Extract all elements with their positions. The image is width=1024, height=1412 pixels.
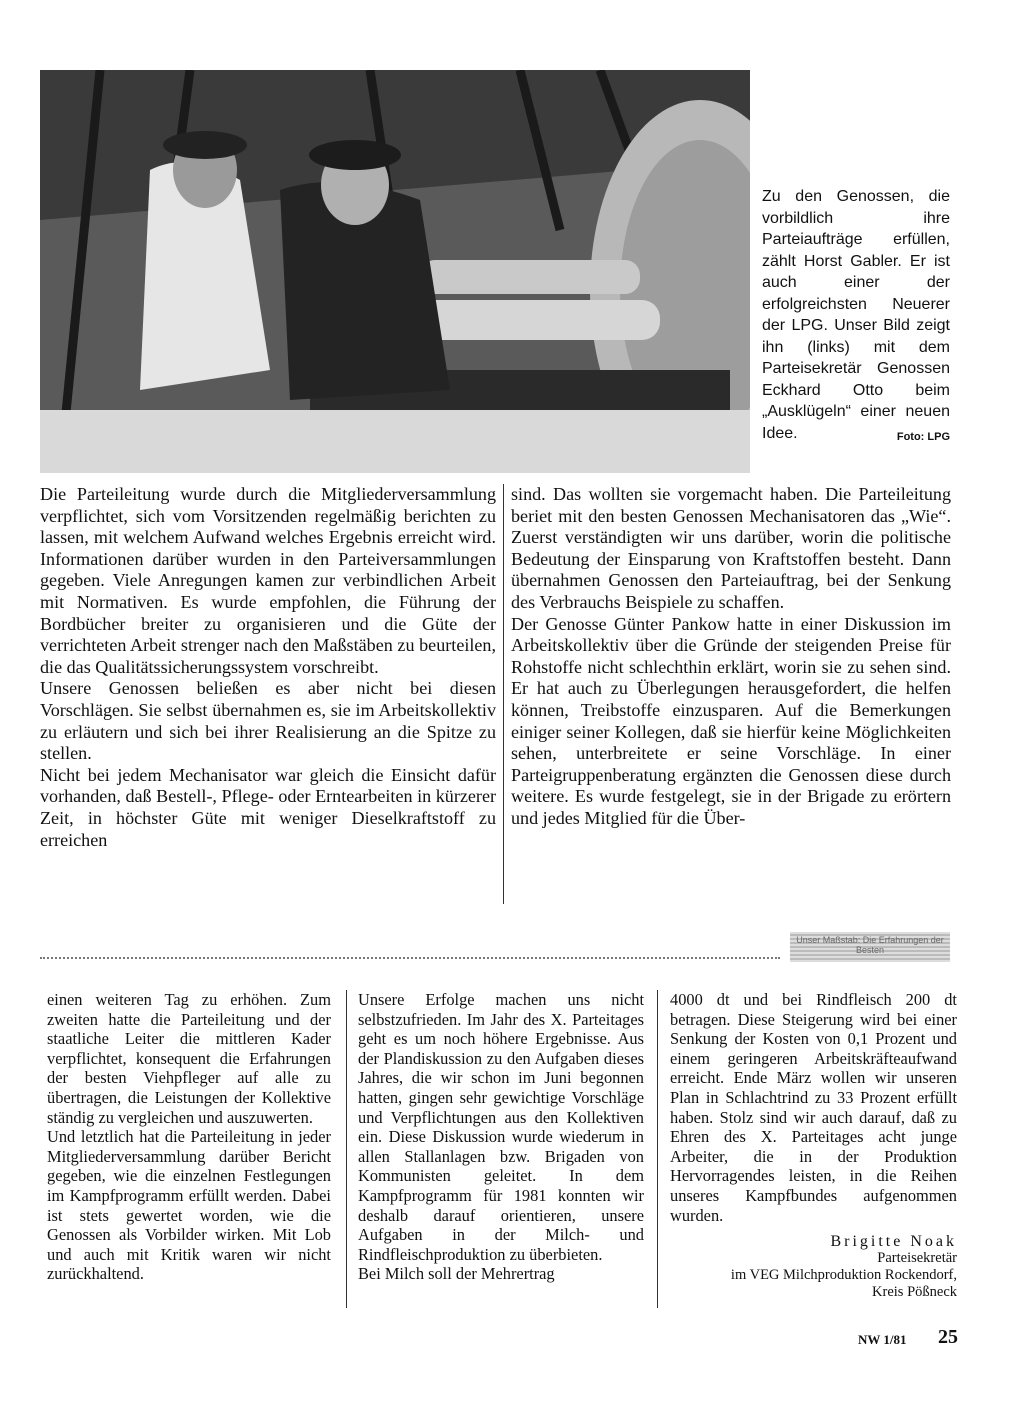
page-number: 25 — [938, 1326, 958, 1348]
paragraph: Der Genosse Günter Pankow hatte in einer Diskussion im Arbeitskollektiv über die Gründe der steigenden Preise für Rohstoffe nicht schlechthin erklärt, worin sie zu sehen sind. Er hat auch zu Überlegungen herausgefordert, die helfen können, Treibstoffe einzusparen. Auf die Bemerkungen einiger seiner Kollegen, daß sie hierfür keine Möglichkeiten sehen, unterbreitete er seine Vorschläge. In einer Parteigruppenberatung ergänzten die Genossen diese durch weitere. Es wurde festgelegt, sie in der Brigade zu erörtern und jedes Mitglied für die Über- — [511, 613, 951, 828]
article-top-column-2 — [511, 484, 951, 830]
article-top-column-1 — [40, 484, 496, 851]
photo-caption-text: Zu den Genossen, die vorbildlich ihre Parteiaufträge erfüllen, zählt Horst Gabler. Er ist auch einer der erfolgreichsten Neuerer der LPG. Unser Bild zeigt ihn (links) mit dem Parteisekretär Genossen Eckhard Otto beim „Ausklügeln“ einer neuen Idee. — [762, 188, 950, 442]
author-role: Parteisekretär — [877, 1250, 957, 1267]
author-organization: im VEG Milchproduktion Rockendorf, — [730, 1267, 957, 1284]
column-rule — [346, 990, 347, 1308]
column-rule — [503, 484, 504, 904]
paragraph: Die Parteileitung wurde durch die Mitgliederversammlung verpflichtet, sich vom Vorsitzenden regelmäßig berichten zu lassen, mit welchem Aufwand welches Ergebnis erreicht wird. Informationen darüber wurden in den Parteiversammlungen gegeben. Viele Anregungen kamen zur verbindlichen Arbeit mit Normativen. Es wurde empfohlen, die Führung der Bordbücher breiter zu organisieren und die Güte der verrichteten Arbeit strenger nach den Maßstäben zu beurteilen, die das Qualitätssicherungssystem vorschreibt. — [40, 484, 496, 677]
paragraph: Und letztlich hat die Parteileitung in jeder Mitgliederversammlung darüber Bericht gegeben, wie die einzelnen Festlegungen im Kampfprogramm erfüllt werden. Dabei ist stets gewertet worden, wie die Genossen als Vorbilder wirken. Mit Lob und auch mit Kritik waren wir nicht zurückhaltend. — [47, 1127, 331, 1284]
paragraph: sind. Das wollten sie vorgemacht haben. Die Parteileitung beriet mit den besten Genossen Mechanisatoren das „Wie“. Zuerst verständigten wir uns darüber, worin die politische Bedeutung der Einsparung von Kraftstoffen besteht. Dann übernahmen Genossen den Parteiauftrag, bei der Senkung des Verbrauchs Beispiele zu schaffen. — [511, 484, 951, 612]
article-bottom-column-2 — [358, 990, 644, 1284]
paragraph: Unsere Genossen beließen es aber nicht bei diesen Vorschlägen. Sie selbst übernahmen es, sie im Arbeitskollektiv zu erläutern und sich bei ihrer Realisierung an die Spitze zu stellen. — [40, 678, 496, 764]
column-rule — [657, 990, 658, 1308]
issue-label: NW 1/81 — [858, 1332, 907, 1347]
signature-block — [670, 1233, 957, 1301]
photo-caption — [762, 186, 950, 448]
paragraph: einen weiteren Tag zu erhöhen. Zum zweiten hatte die Parteileitung und der staatliche Leiter die mittleren Kader verpflichtet, konsequent die Erfahrungen der besten Viehpfleger auf alle zu übertragen, die Leistungen der Kollektive ständig zu vergleichen und auszuwerten. — [47, 990, 331, 1127]
article-bottom-column-1 — [47, 990, 331, 1284]
paragraph: 4000 dt und bei Rindfleisch 200 dt betragen. Diese Steigerung wird bei einer Senkung der Kosten von 0,1 Prozent und einem geringeren Arbeitskräfteaufwand erreicht. Ende März wollen wir unseren Plan in Schlachtrind zu 33 Prozent erfüllt haben. Stolz sind wir auch darauf, daß zu Ehren des X. Parteitages acht junge Arbeiter, die in der Produktion Hervorragendes leisten, in die Reihen unseres Kampfbundes aufgenommen wurden. — [670, 990, 957, 1225]
section-divider — [40, 957, 780, 959]
article-photo — [40, 70, 750, 473]
article-bottom-column-3 — [670, 990, 957, 1301]
author-district: Kreis Pößneck — [872, 1284, 957, 1301]
photo-credit: Foto: LPG — [896, 430, 950, 443]
photo-illustration — [40, 70, 750, 473]
paragraph: Nicht bei jedem Mechanisator war gleich die Einsicht dafür vorhanden, daß Bestell-, Pflege- oder Erntearbeiten in kürzerer Zeit, in höchster Güte mit weniger Dieselkraftstoff zu erreichen — [40, 764, 496, 850]
author-name: Brigitte Noak — [830, 1233, 957, 1251]
paragraph: Bei Milch soll der Mehrertrag — [358, 1264, 555, 1284]
paragraph: Unsere Erfolge machen uns nicht selbstzufrieden. Im Jahr des X. Parteitages geht es um noch höhere Ergebnisse. Aus der Plandiskussion zu den Aufgaben dieses Jahres, die wir schon im Juni begonnen hatten, gingen sehr gewichtige Vorschläge und Verpflichtungen aus den Kollektiven ein. Diese Diskussion wurde wiederum in allen Stallanlagen bzw. Brigaden von Kommunisten geleitet. In dem Kampfprogramm für 1981 konnten wir deshalb darauf orientieren, unsere Aufgaben in der Milch- und Rindfleischproduktion zu überbieten. — [358, 990, 644, 1264]
section-stamp: Unser Maßstab: Die Erfahrungen der Besten — [790, 932, 950, 962]
